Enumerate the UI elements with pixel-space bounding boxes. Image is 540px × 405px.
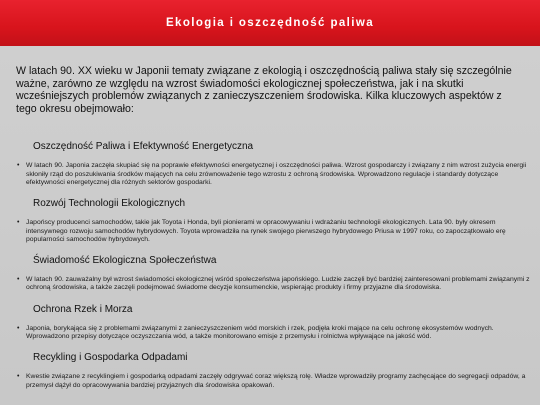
- section-water-protection: [5, 304, 532, 342]
- list-item: • Kwestie związane z recyklingiem i gospodarką odpadami zaczęły odgrywać coraz większą rolę. Władze wprowadziły programy zachęcające do segregacji odpadów, a przemysł dążył do opracowywania bardziej przyjaznych dla środowiska opakowań.: [26, 373, 532, 390]
- section-eco-technology: [5, 198, 532, 244]
- bullet-list: [5, 219, 532, 244]
- list-item: • W latach 90. zauważalny był wzrost świadomości ekologicznej wśród społeczeństwa japońskiego. Ludzie zaczęli być bardziej zainteresowani problemami związanymi z ochroną środowiska, a także zaczęli podejmować świadome decyzje konsumenckie, wspierając produkty i firmy przyjazne dla środowiska.: [26, 276, 532, 293]
- list-item: • W latach 90. Japonia zaczęła skupiać się na poprawie efektywności energetycznej i oszczędności paliwa. Wzrost gospodarczy i związany z nim wzrost zużycia energii skłoniły rząd do poszukiwania środków mających na celu zrównoważenie tego wzrostu z ochroną środowiska. Wprowadzono regulacje i standardy dotyczące efektywności energetycznej dla różnych sektorów gospodarki.: [26, 162, 532, 187]
- bullet-list: [5, 325, 532, 342]
- intro-paragraph: W latach 90. XX wieku w Japonii tematy związane z ekologią i oszczędnością paliwa stały się szczególnie ważne, zarówno ze względu na wzrost świadomości ekologicznej społeczeństwa, jak i na skutki wcześniejszych problemów związanych z zanieczyszczeniem środowiska. Kilka kluczowych aspektów z tego okresu obejmowało:: [16, 65, 512, 115]
- list-item: • Japońscy producenci samochodów, takie jak Toyota i Honda, byli pionierami w opracowywaniu i wdrażaniu technologii ekologicznych. Lata 90. były okresem intensywnego rozwoju samochodów hybrydowych. Toyota wprowadziła na rynek swojego pierwszego hybrydowego Priusa w 1997 roku, co zapoczątkowało erę popularności samochodów hybrydowych.: [26, 219, 532, 244]
- section-heading: Świadomość Ekologiczna Społeczeństwa: [33, 255, 217, 267]
- section-fuel-efficiency: [5, 141, 532, 187]
- section-eco-awareness: [5, 255, 532, 293]
- bullet-list: [5, 162, 532, 187]
- section-heading: Recykling i Gospodarka Odpadami: [33, 352, 188, 364]
- page-content: [0, 46, 540, 405]
- section-heading: Oszczędność Paliwa i Efektywność Energetyczna: [33, 141, 254, 153]
- section-heading: Rozwój Technologii Ekologicznych: [33, 198, 186, 210]
- page-title: Ekologia i oszczędność paliwa: [165, 17, 375, 29]
- bullet-list: [5, 276, 532, 293]
- section-heading: Ochrona Rzek i Morza: [33, 303, 133, 315]
- bullet-list: [5, 373, 532, 390]
- page-header: [0, 0, 540, 46]
- list-item: • Japonia, borykająca się z problemami związanymi z zanieczyszczeniem wód morskich i rzek, podjęła kroki mające na celu ochronę ekosystemów wodnych. Wprowadzono przepisy dotyczące oczyszczania wód, a także monitorowano emisje z przemysłu i rolnictwa wpływające na jakość wód.: [26, 325, 532, 342]
- section-recycling: [5, 352, 532, 390]
